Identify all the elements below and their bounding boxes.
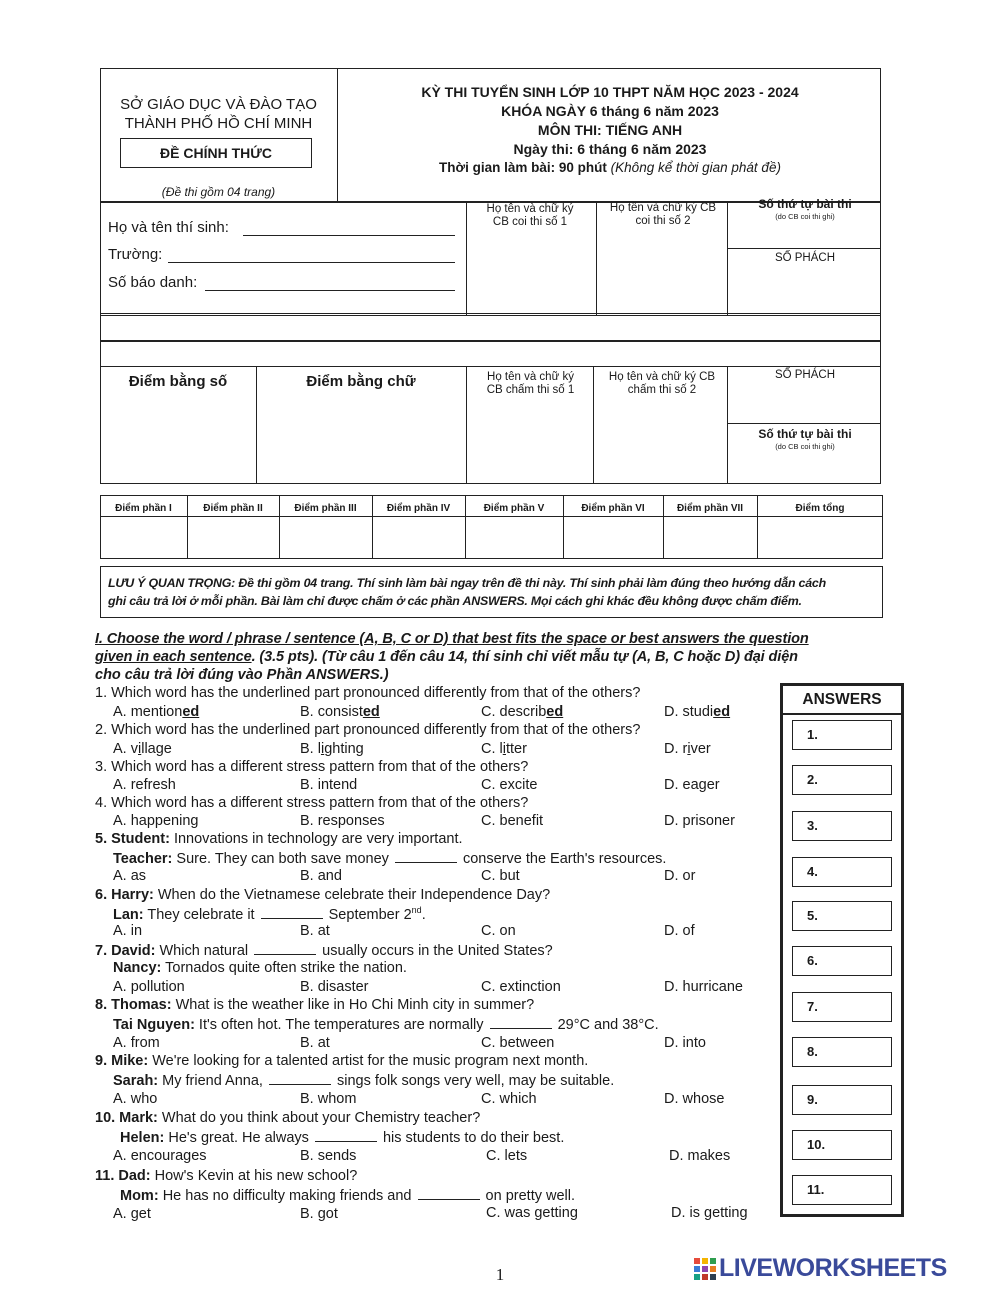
q6-option-b: B. at	[300, 923, 330, 939]
q2-stem: 2. Which word has the underlined part pronounced differently from that of the others?	[95, 722, 641, 738]
q6-blank	[261, 906, 323, 919]
q4-option-a: A. happening	[113, 813, 199, 829]
grading-code-divider	[727, 423, 881, 424]
q2-d-pre: D. r	[664, 741, 688, 757]
q8-option-a: A. from	[113, 1035, 160, 1051]
q2-b-pre: B. l	[300, 741, 321, 757]
q8-line2	[113, 1016, 659, 1033]
school-field[interactable]	[168, 262, 455, 263]
q1-c-underline: ed	[546, 704, 564, 720]
answer-10[interactable]: 10.	[792, 1130, 892, 1160]
answers-title: ANSWERS	[783, 686, 901, 715]
section1-line2b: . (3.5 pts). (Từ câu 1 đến câu 14, thí sinh chỉ viết mẫu tự (A, B, C hoặc D) đại diện	[251, 649, 798, 665]
notice-line2: ghi câu trả lời ở mỗi phần. Bài làm chỉ được chấm ở các phần ANSWERS. Mọi cách ghi khác đều không được chấm điểm.	[108, 594, 802, 608]
q9-line2	[113, 1072, 614, 1089]
q5-option-a: A. as	[113, 868, 147, 884]
q3-option-c: C. excite	[481, 777, 538, 793]
q8-text-a: What is the weather like in Ho Chi Minh city in summer?	[171, 997, 535, 1013]
q2-a-pre: A. v	[113, 741, 138, 757]
q8-speaker-a: 8. Thomas:	[95, 997, 172, 1013]
q10-text-b1: He's great. He always	[164, 1130, 313, 1146]
q5-option-c: C. but	[481, 868, 520, 884]
score-header-part4: Điểm phần IV	[386, 503, 451, 514]
q6-text-a: When do the Vietnamese celebrate their Independence Day?	[153, 887, 551, 903]
score-header-part1: Điểm phần I	[115, 503, 172, 514]
score-table-header-line	[100, 516, 883, 517]
q11-option-a: A. get	[113, 1206, 151, 1222]
q3-option-b: B. intend	[300, 777, 358, 793]
q10-option-a: A. encourages	[113, 1148, 207, 1164]
dept-line1: SỞ GIÁO DỤC VÀ ĐÀO TẠO	[120, 96, 317, 113]
exam-time-bold: Thời gian làm bài: 90 phút	[439, 160, 607, 175]
answer-8[interactable]: 8.	[792, 1037, 892, 1067]
q4-stem: 4. Which word has a different stress pattern from that of the others?	[95, 795, 529, 811]
q1-option-a	[113, 704, 199, 720]
serial-label: Số thứ tự bài thi	[758, 197, 852, 211]
school-label: Trường:	[108, 246, 163, 263]
q4-option-c: C. benefit	[481, 813, 544, 829]
page-number: 1	[495, 1265, 505, 1284]
notice-line1: LƯU Ý QUAN TRỌNG: Đề thi gồm 04 trang. Thí sinh làm bài ngay trên đề thi này. Thí sinh phải làm đúng theo hướng dẫn cách	[108, 576, 826, 590]
exam-time-note: (Không kể thời gian phát đề)	[610, 160, 781, 175]
q9-line1	[95, 1053, 588, 1069]
section1-line2	[95, 649, 798, 665]
brand-name[interactable]: LIVEWORKSHEETS	[719, 1254, 947, 1282]
q6-line1	[95, 887, 550, 903]
q11-text-b2: on pretty well.	[481, 1188, 576, 1204]
q7-text-a1: Which natural	[155, 943, 253, 959]
exam-title: KỲ THI TUYỂN SINH LỚP 10 THPT NĂM HỌC 2023 - 2024	[421, 84, 799, 100]
q5-option-b: B. and	[300, 868, 342, 884]
dept-line2: THÀNH PHỐ HỒ CHÍ MINH	[124, 115, 313, 132]
q2-d-post: ver	[690, 741, 711, 757]
q10-line2	[120, 1129, 564, 1146]
grading-divider-4	[727, 366, 728, 484]
q10-option-d: D. makes	[669, 1148, 731, 1164]
q6-text-b2: September 2	[324, 906, 412, 923]
q8-option-d: D. into	[664, 1035, 706, 1051]
q11-text-b1: He has no difficulty making friends and	[158, 1188, 416, 1204]
q1-d-text: D. studi	[664, 704, 714, 720]
q9-blank	[269, 1072, 331, 1085]
q11-option-d: D. is getting	[671, 1205, 748, 1221]
q9-option-c: C. which	[481, 1091, 537, 1107]
q8-text-b1: It's often hot. The temperatures are normally	[194, 1017, 488, 1033]
q6-line2	[113, 905, 426, 923]
q7-speaker-b: Nancy:	[113, 960, 162, 976]
notice-box	[100, 566, 883, 618]
answer-3[interactable]: 3.	[792, 811, 892, 841]
grader2-label: Họ tên và chữ ký CB chấm thi số 2	[608, 371, 716, 396]
q4-option-b: B. responses	[300, 813, 385, 829]
q2-c-pre: C. l	[481, 741, 503, 757]
q8-option-c: C. between	[481, 1035, 555, 1051]
q8-option-b: B. at	[300, 1035, 330, 1051]
proctor2-label: Họ tên và chữ ký CB coi thi số 2	[609, 202, 717, 227]
q9-speaker-b: Sarah:	[113, 1073, 159, 1089]
section1-line2a: given in each sentence	[95, 649, 252, 665]
q7-option-a: A. pollution	[113, 979, 185, 995]
q10-blank	[315, 1129, 377, 1142]
q7-text-b: Tornados quite often strike the nation.	[161, 960, 407, 976]
name-field[interactable]	[243, 235, 455, 236]
q7-option-b: B. disaster	[300, 979, 369, 995]
q6-option-a: A. in	[113, 923, 143, 939]
grading-code-label: SỐ PHÁCH	[774, 369, 836, 381]
q8-line1	[95, 997, 534, 1013]
q6-text-b3: .	[421, 906, 426, 923]
q11-line1	[95, 1168, 357, 1184]
cut-strip-2	[100, 341, 881, 367]
q1-option-b	[300, 704, 380, 720]
grading-serial-note: (do CB coi thi ghi)	[775, 442, 835, 451]
q7-speaker-a: 7. David:	[95, 943, 156, 959]
id-field[interactable]	[205, 290, 455, 291]
q11-blank	[418, 1187, 480, 1200]
q7-option-d: D. hurricane	[664, 979, 743, 995]
q9-text-b2: sings folk songs very well, may be suitable.	[332, 1073, 615, 1089]
serial-note: (do CB coi thi ghi)	[775, 212, 835, 221]
q11-option-c: C. was getting	[486, 1205, 578, 1221]
q6-superscript: nd	[411, 905, 422, 915]
q5-line1	[95, 831, 463, 847]
q9-text-b1: My friend Anna,	[158, 1073, 267, 1089]
q9-option-d: D. whose	[664, 1091, 725, 1107]
q7-line1	[95, 942, 553, 959]
score-header-part7: Điểm phần VII	[676, 503, 744, 514]
q10-speaker-b: Helen:	[120, 1130, 165, 1146]
exam-date-line: KHÓA NGÀY 6 tháng 6 năm 2023	[501, 103, 719, 119]
q2-option-b	[300, 741, 364, 757]
score-header-part2: Điểm phần II	[203, 503, 263, 514]
q2-b-underline: i	[320, 741, 325, 757]
section1-title: I. Choose the word / phrase / sentence (A, B, C or D) that best fits the space or best answers the question	[95, 631, 809, 647]
q11-speaker-b: Mom:	[120, 1188, 159, 1204]
proctor1-label: Họ tên và chữ ký CB coi thi số 1	[486, 203, 574, 228]
candidate-divider-3	[727, 201, 728, 316]
candidate-code-divider	[727, 248, 881, 249]
q10-line1	[95, 1110, 480, 1126]
q10-option-c: C. lets	[486, 1148, 528, 1164]
q11-line2	[120, 1187, 575, 1204]
q7-line2	[113, 960, 407, 976]
score-header-part6: Điểm phần VI	[581, 503, 645, 514]
q2-b-post: ghting	[324, 741, 364, 757]
score-header-part5: Điểm phần V	[483, 503, 545, 514]
q5-text-b1: Sure. They can both save money	[172, 851, 393, 867]
q1-stem: 1. Which word has the underlined part pronounced differently from that of the others?	[95, 685, 641, 701]
q8-blank	[490, 1016, 552, 1029]
q11-speaker-a: 11. Dad:	[95, 1168, 151, 1184]
q5-text-b2: conserve the Earth's resources.	[458, 851, 667, 867]
code-label: SỐ PHÁCH	[774, 252, 836, 264]
header-divider	[337, 68, 338, 203]
q1-a-text: A. mention	[113, 704, 183, 720]
brand-logo-svg	[694, 1258, 716, 1280]
q1-option-c	[481, 704, 563, 720]
q7-blank	[254, 942, 316, 955]
candidate-divider-1	[466, 201, 467, 316]
q11-text-a: How's Kevin at his new school?	[150, 1168, 358, 1184]
q10-text-b2: his students to do their best.	[378, 1130, 565, 1146]
q8-speaker-b: Tai Nguyen:	[113, 1017, 195, 1033]
q5-line2	[113, 850, 666, 867]
q1-a-underline: ed	[182, 704, 200, 720]
grading-divider-3	[593, 366, 594, 484]
pages-note: (Đề thi gồm 04 trang)	[161, 185, 276, 199]
q9-text-a: We're looking for a talented artist for the music program next month.	[148, 1053, 589, 1069]
exam-day: Ngày thi: 6 tháng 6 năm 2023	[513, 141, 707, 157]
grading-divider-2	[466, 366, 467, 484]
cut-strip-1	[100, 313, 881, 341]
answer-7[interactable]: 7.	[792, 992, 892, 1022]
grader1-label: Họ tên và chữ ký CB chấm thi số 1	[486, 371, 575, 396]
exam-subject: MÔN THI: TIẾNG ANH	[537, 122, 683, 138]
q6-speaker-a: 6. Harry:	[95, 887, 154, 903]
q3-stem: 3. Which word has a different stress pattern from that of the others?	[95, 759, 529, 775]
q1-c-text: C. describ	[481, 704, 547, 720]
score-number-label: Điểm bằng số	[128, 373, 228, 390]
q5-text-a: Innovations in technology are very important.	[169, 831, 463, 847]
q11-option-b: B. got	[300, 1206, 338, 1222]
q7-text-a2: usually occurs in the United States?	[318, 943, 553, 959]
grading-serial-label: Số thứ tự bài thi	[758, 427, 852, 441]
answer-4[interactable]: 4.	[792, 857, 892, 887]
name-label: Họ và tên thí sinh:	[108, 219, 229, 236]
q5-speaker-a: 5. Student:	[95, 831, 170, 847]
answer-11[interactable]: 11.	[792, 1175, 892, 1205]
answer-6[interactable]: 6.	[792, 946, 892, 976]
q10-option-b: B. sends	[300, 1148, 357, 1164]
q2-option-c	[481, 741, 527, 757]
q1-option-d	[664, 704, 730, 720]
q7-option-c: C. extinction	[481, 979, 561, 995]
q3-option-a: A. refresh	[113, 777, 176, 793]
q6-option-d: D. of	[664, 923, 695, 939]
q9-speaker-a: 9. Mike:	[95, 1053, 149, 1069]
q9-option-b: B. whom	[300, 1091, 357, 1107]
q9-option-a: A. who	[113, 1091, 158, 1107]
q1-b-underline: ed	[362, 704, 380, 720]
score-header-total: Điểm tổng	[795, 503, 845, 514]
score-word-label: Điểm bằng chữ	[306, 373, 416, 390]
q6-option-c: C. on	[481, 923, 516, 939]
answer-5[interactable]: 5.	[792, 901, 892, 931]
answer-1[interactable]: 1.	[792, 720, 892, 750]
candidate-divider-2	[596, 201, 597, 316]
q2-d-underline: i	[687, 741, 691, 757]
exam-time	[345, 160, 875, 175]
section1-line3: cho câu trả lời đúng vào Phần ANSWERS.)	[95, 667, 389, 683]
official-stamp: ĐỀ CHÍNH THỨC	[120, 138, 312, 168]
q6-text-b1: They celebrate it	[143, 906, 259, 923]
q2-option-a	[113, 741, 172, 757]
brand-logo-icon	[694, 1258, 716, 1280]
q5-option-d: D. or	[664, 868, 696, 884]
answer-9[interactable]: 9.	[792, 1085, 892, 1115]
q2-option-d	[664, 741, 711, 757]
q8-text-b2: 29°C and 38°C.	[553, 1017, 659, 1033]
q6-speaker-b: Lan:	[113, 906, 144, 923]
q1-b-text: B. consist	[300, 704, 363, 720]
q10-speaker-a: 10. Mark:	[95, 1110, 158, 1126]
id-label: Số báo danh:	[108, 274, 198, 291]
q2-c-post: tter	[505, 741, 527, 757]
q5-blank	[395, 850, 457, 863]
q3-option-d: D. eager	[664, 777, 720, 793]
q10-text-a: What do you think about your Chemistry teacher?	[157, 1110, 481, 1126]
q5-speaker-b: Teacher:	[113, 851, 173, 867]
q1-d-underline: ed	[713, 704, 731, 720]
answer-2[interactable]: 2.	[792, 765, 892, 795]
score-header-part3: Điểm phần III	[294, 503, 357, 514]
q4-option-d: D. prisoner	[664, 813, 735, 829]
q2-a-post: llage	[141, 741, 172, 757]
q2-c-underline: i	[502, 741, 506, 757]
q2-a-underline: i	[137, 741, 142, 757]
